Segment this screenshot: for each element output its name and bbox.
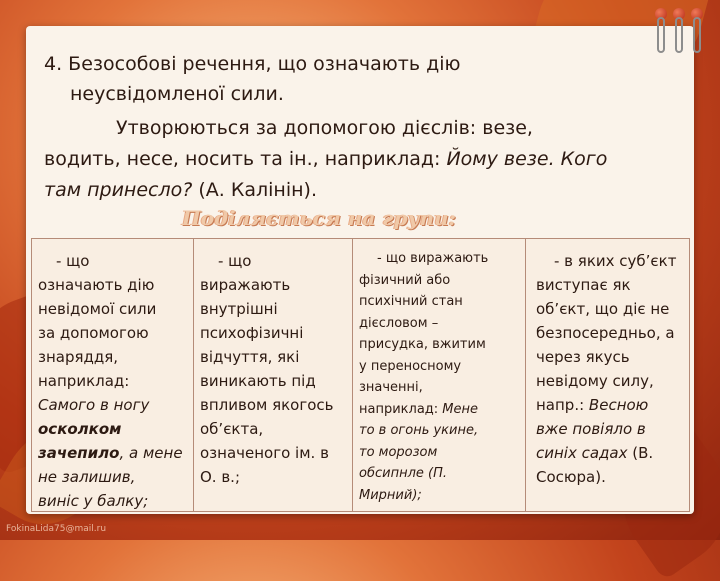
column-line: через якусь: [536, 348, 630, 366]
column-line: - що: [56, 252, 90, 270]
column-line: фізичний або: [359, 272, 451, 288]
intro-paragraph: [44, 113, 684, 206]
example-text: Весною: [588, 396, 649, 414]
column-line: виражають: [200, 276, 291, 294]
column-line: - що виражають: [377, 251, 489, 266]
column-line: психофізичні: [200, 324, 304, 342]
title-line-1: 4. Безособові речення, що означають дію: [44, 53, 461, 75]
example-line: вже повіяло в: [536, 420, 646, 438]
column-line: об’єкт, що діє не: [536, 300, 670, 318]
paperclip-icon: [693, 17, 701, 53]
group-column-3: [353, 239, 526, 511]
column-line: внутрішні: [200, 300, 278, 318]
example-text: наприклад:: [359, 401, 443, 417]
intro-example-2: там принесло?: [44, 179, 193, 201]
column-line: виступає як: [536, 276, 631, 294]
column-line: означеного ім. в: [200, 444, 329, 462]
example-text: Мене: [442, 401, 479, 417]
example-line: [536, 441, 687, 465]
author-watermark: FokinaLida75@mail.ru: [6, 524, 107, 534]
example-bold-word: зачепило: [38, 444, 120, 462]
column-line: виникають під: [200, 372, 316, 390]
column-line: відчуття, які: [200, 348, 300, 366]
column-line: за допомогою: [38, 324, 149, 342]
intro-line-1: Утворюються за допомогою дієслів: везе,: [116, 117, 533, 139]
column-line: - в яких суб’єкт: [554, 252, 677, 270]
example-source: (В.: [627, 444, 654, 462]
example-bold-word: осколком: [38, 420, 122, 438]
slide-title: [44, 49, 564, 109]
example-line: то в огонь укине,: [359, 423, 479, 438]
paperclip-icon: [675, 17, 683, 53]
example-source: Сосюра).: [536, 468, 606, 486]
column-line: означають дію: [38, 276, 155, 294]
column-line: у переносному: [359, 358, 462, 374]
column-line: - що: [218, 252, 252, 270]
example-line: [359, 399, 523, 421]
column-line: об’єкта,: [200, 420, 264, 438]
column-line: присудка, вжитим: [359, 337, 486, 352]
example-line: Самого в ногу: [38, 396, 150, 414]
intro-line-2: водить, несе, носить та ін., наприклад:: [44, 148, 447, 170]
intro-example-1: Йому везе. Кого: [446, 148, 608, 170]
example-line: обсипнле (П.: [359, 466, 447, 481]
column-line: значенні,: [359, 380, 423, 395]
example-text: напр.:: [536, 396, 589, 414]
column-line: невідому силу,: [536, 372, 654, 390]
example-line: [38, 441, 191, 465]
column-line: дієсловом –: [359, 315, 439, 331]
column-line: О. в.;: [200, 468, 241, 486]
group-column-1: [32, 239, 194, 511]
group-column-2: [194, 239, 353, 511]
column-line: психічний стан: [359, 294, 463, 309]
column-line: впливом якогось: [200, 396, 334, 414]
column-line: невідомої сили: [38, 300, 157, 318]
example-line: Мирний);: [359, 487, 422, 503]
column-line: безпосередньо, а: [536, 324, 675, 342]
paperclip-icon: [657, 17, 665, 53]
example-line: [536, 393, 687, 417]
example-line: то морозом: [359, 444, 438, 460]
column-line: знаряддя,: [38, 348, 119, 366]
groups-heading: Поділяється на групи:: [182, 206, 457, 230]
example-line: виніс у балку;: [38, 492, 149, 510]
group-column-4: [526, 239, 689, 511]
example-line: не залишив,: [38, 468, 136, 486]
title-line-2: неусвідомленої сили.: [70, 83, 284, 105]
column-line: наприклад:: [38, 372, 130, 390]
example-text: синіх садах: [536, 444, 628, 462]
intro-source: (А. Калінін).: [192, 179, 317, 201]
paperclips-decoration: [655, 8, 709, 58]
example-text: , а мене: [119, 444, 183, 462]
groups-table: [31, 238, 690, 512]
